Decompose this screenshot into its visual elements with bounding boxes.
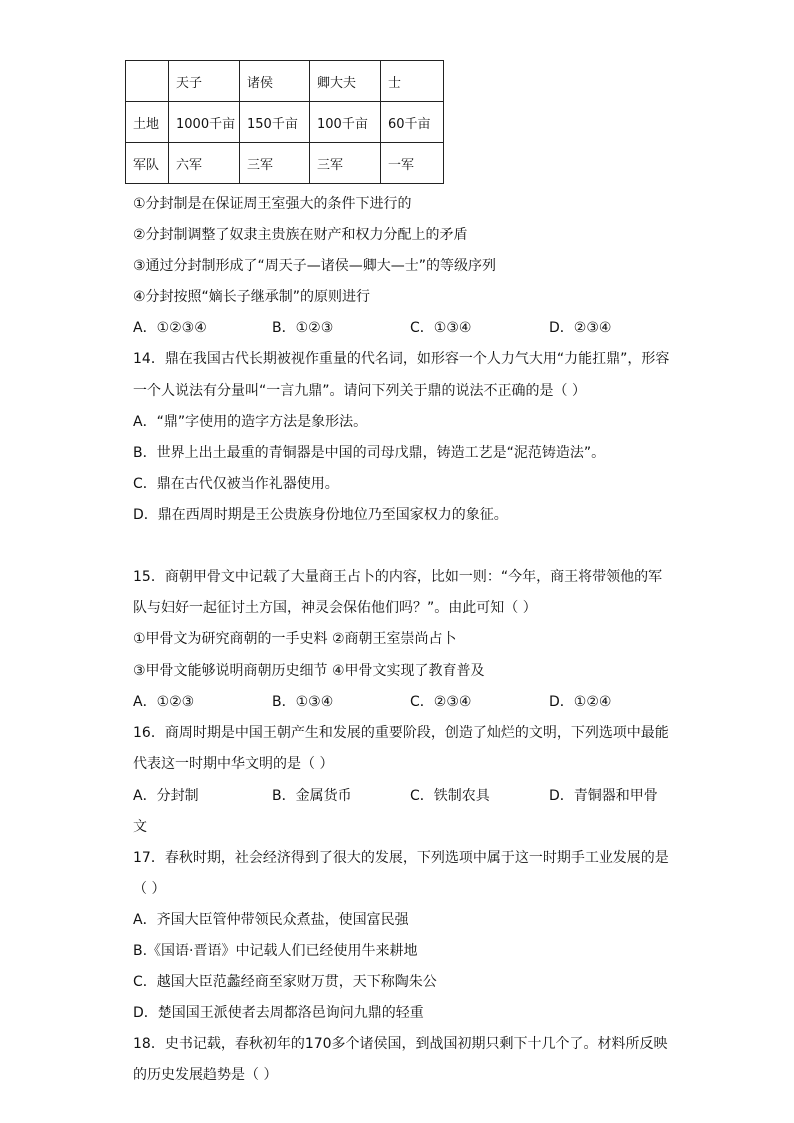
q16-option-b: B．金属货币 [272,788,352,804]
q15-stem-cont: 队与妇好一起征讨土方国，神灵会保佑他们吗？”。由此可知（ ） [133,600,537,616]
q15-stem: 15．商朝甲骨文中记载了大量商王占卜的内容，比如一则：“今年，商王将带领他的军 [133,569,663,585]
q18-stem-cont: 的历史发展趋势是（ ） [133,1067,278,1083]
q13-option-c: C．①③④ [410,320,472,336]
q16-option-c: C．铁制农具 [410,788,490,804]
table-cell: 150千亩 [240,102,310,143]
table-cell: 士 [381,61,444,102]
q16-option-d-wrap: 文 [133,819,147,835]
q15-statements-row-2: ③甲骨文能够说明商朝历史细节 ④甲骨文实现了教育普及 [133,663,485,679]
q13-statement-2: ②分封制调整了奴隶主贵族在财产和权力分配上的矛盾 [133,227,468,243]
q17-option-d: D．楚国国王派使者去周都洛邑询问九鼎的轻重 [133,1005,424,1021]
q17-stem: 17．春秋时期，社会经济得到了很大的发展，下列选项中属于这一时期手工业发展的是 [133,850,669,866]
table-cell: 卿大夫 [310,61,381,102]
table-row [126,61,444,102]
q18-stem: 18．史书记载，春秋初年的170多个诸侯国，到战国初期只剩下十几个了。材料所反映 [133,1036,668,1052]
q15-option-a: A．①②③ [133,694,195,710]
q13-option-b: B．①②③ [272,320,334,336]
q14-option-a: A．“鼎”字使用的造字方法是象形法。 [133,414,368,430]
table-cell: 1000千亩 [169,102,240,143]
q13-option-a: A．①②③④ [133,320,207,336]
q16-stem-cont: 代表这一时期中华文明的是（ ） [133,756,334,772]
q13-statement-4: ④分封按照“嫡长子继承制”的原则进行 [133,289,371,305]
q17-stem-cont: （ ） [133,881,166,897]
table-cell: 60千亩 [381,102,444,143]
q17-option-a: A．齐国大臣管仲带领民众煮盐，使国富民强 [133,912,409,928]
table-row [126,102,444,143]
q15-option-c: C．②③④ [410,694,472,710]
table-cell: 军队 [126,143,169,184]
q13-statement-1: ①分封制是在保证周王室强大的条件下进行的 [133,196,412,212]
table-cell: 六军 [169,143,240,184]
q14-stem: 14．鼎在我国古代长期被视作重量的代名词，如形容一个人力气大用“力能扛鼎”，形容 [133,351,670,367]
q17-option-c: C．越国大臣范蠡经商至家财万贯，天下称陶朱公 [133,974,437,990]
table-cell: 天子 [169,61,240,102]
q14-option-b: B．世界上出土最重的青铜器是中国的司母戊鼎，铸造工艺是“泥范铸造法”。 [133,445,606,461]
q17-option-b: B.《国语·晋语》中记载人们已经使用牛来耕地 [133,943,418,959]
table-cell: 一军 [381,143,444,184]
land-army-table [125,60,444,184]
q16-option-a: A．分封制 [133,788,199,804]
q14-stem-cont: 一个人说法有分量叫“一言九鼎”。请问下列关于鼎的说法不正确的是（ ） [133,383,586,399]
q14-option-d: D．鼎在西周时期是王公贵族身份地位乃至国家权力的象征。 [133,507,508,523]
q16-option-d: D．青铜器和甲骨 [549,788,658,804]
table-cell: 三军 [310,143,381,184]
table-cell: 土地 [126,102,169,143]
q16-stem: 16．商周时期是中国王朝产生和发展的重要阶段，创造了灿烂的文明，下列选项中最能 [133,725,669,741]
q15-option-b: B．①③④ [272,694,334,710]
q13-option-d: D．②③④ [549,320,612,336]
table-cell: 诸侯 [240,61,310,102]
q15-statements-row-1: ①甲骨文为研究商朝的一手史料 ②商朝王室崇尚占卜 [133,631,457,647]
q15-option-d: D．①②④ [549,694,612,710]
table-row [126,143,444,184]
q14-option-c: C．鼎在古代仅被当作礼器使用。 [133,476,339,492]
table-cell [126,61,169,102]
q13-statement-3: ③通过分封制形成了“周天子—诸侯—卿大—士”的等级序列 [133,258,497,274]
table-cell: 三军 [240,143,310,184]
table-cell: 100千亩 [310,102,381,143]
